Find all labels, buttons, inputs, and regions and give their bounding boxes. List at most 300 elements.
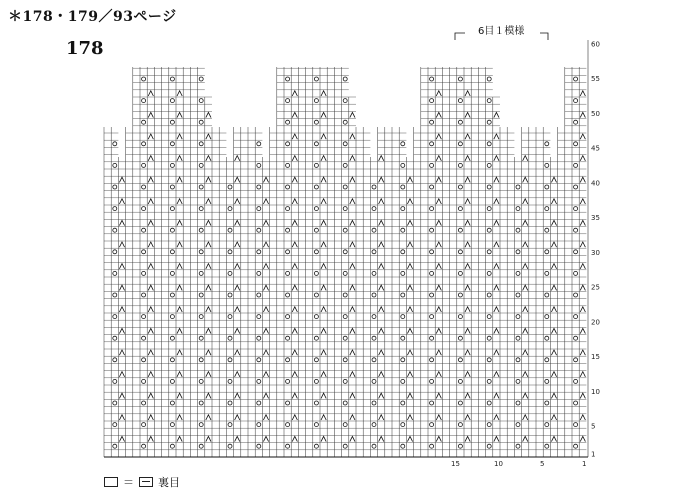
decrease-icon [350, 199, 355, 204]
yarn-over-icon [430, 379, 434, 383]
yarn-over-icon [228, 444, 232, 448]
decrease-icon [494, 307, 499, 312]
yarn-over-icon [170, 77, 174, 81]
yarn-over-icon [314, 163, 318, 167]
decrease-icon [465, 220, 470, 225]
yarn-over-icon [430, 293, 434, 297]
decrease-icon [263, 177, 268, 182]
decrease-icon [494, 372, 499, 377]
yarn-over-icon [545, 293, 549, 297]
decrease-icon [235, 199, 240, 204]
decrease-icon [465, 242, 470, 247]
yarn-over-icon [142, 293, 146, 297]
yarn-over-icon [170, 99, 174, 103]
decrease-icon [206, 415, 211, 420]
yarn-over-icon [142, 444, 146, 448]
yarn-over-icon [142, 423, 146, 427]
yarn-over-icon [574, 379, 578, 383]
yarn-over-icon [545, 271, 549, 275]
yarn-over-icon [286, 315, 290, 319]
decrease-icon [350, 285, 355, 290]
yarn-over-icon [314, 120, 318, 124]
decrease-icon [321, 285, 326, 290]
yarn-over-icon [458, 77, 462, 81]
yarn-over-icon [286, 228, 290, 232]
yarn-over-icon [372, 336, 376, 340]
yarn-over-icon [516, 423, 520, 427]
repeat-label: 6目１模様 [478, 26, 525, 37]
decrease-icon [235, 372, 240, 377]
decrease-icon [436, 134, 441, 139]
yarn-over-icon [574, 99, 578, 103]
decrease-icon [523, 156, 528, 161]
decrease-icon [292, 112, 297, 117]
yarn-over-icon [574, 271, 578, 275]
decrease-icon [580, 285, 585, 290]
decrease-icon [263, 242, 268, 247]
yarn-over-icon [401, 379, 405, 383]
row-label: 45 [591, 144, 600, 153]
yarn-over-icon [516, 185, 520, 189]
yarn-over-icon [372, 444, 376, 448]
yarn-over-icon [170, 207, 174, 211]
decrease-icon [321, 372, 326, 377]
yarn-over-icon [170, 228, 174, 232]
decrease-icon [494, 393, 499, 398]
decrease-icon [235, 415, 240, 420]
decrease-icon [379, 328, 384, 333]
yarn-over-icon [142, 358, 146, 362]
yarn-over-icon [574, 142, 578, 146]
decrease-icon [350, 242, 355, 247]
decrease-icon [292, 91, 297, 96]
decrease-icon [580, 177, 585, 182]
yarn-over-icon [458, 228, 462, 232]
decrease-icon [148, 372, 153, 377]
decrease-icon [551, 328, 556, 333]
yarn-over-icon [574, 358, 578, 362]
yarn-over-icon [343, 423, 347, 427]
yarn-over-icon [430, 250, 434, 254]
yarn-over-icon [372, 250, 376, 254]
yarn-over-icon [257, 228, 261, 232]
decrease-icon [292, 264, 297, 269]
yarn-over-icon [257, 207, 261, 211]
decrease-icon [465, 415, 470, 420]
decrease-icon [523, 350, 528, 355]
yarn-over-icon [314, 250, 318, 254]
yarn-over-icon [430, 271, 434, 275]
decrease-icon [580, 372, 585, 377]
yarn-over-icon [458, 120, 462, 124]
yarn-over-icon [343, 250, 347, 254]
yarn-over-icon [458, 185, 462, 189]
yarn-over-icon [401, 185, 405, 189]
decrease-icon [379, 177, 384, 182]
yarn-over-icon [487, 77, 491, 81]
decrease-icon [580, 199, 585, 204]
decrease-icon [350, 415, 355, 420]
yarn-over-icon [257, 444, 261, 448]
decrease-icon [551, 264, 556, 269]
yarn-over-icon [199, 207, 203, 211]
decrease-icon [494, 264, 499, 269]
yarn-over-icon [257, 379, 261, 383]
decrease-icon [292, 134, 297, 139]
yarn-over-icon [286, 293, 290, 297]
yarn-over-icon [401, 207, 405, 211]
repeat-bracket [455, 33, 548, 40]
decrease-icon [350, 393, 355, 398]
decrease-icon [206, 264, 211, 269]
yarn-over-icon [314, 99, 318, 103]
yarn-over-icon [113, 315, 117, 319]
decrease-icon [177, 199, 182, 204]
decrease-icon [235, 177, 240, 182]
decrease-icon [551, 307, 556, 312]
yarn-over-icon [170, 293, 174, 297]
decrease-icon [523, 372, 528, 377]
yarn-over-icon [286, 336, 290, 340]
decrease-icon [350, 372, 355, 377]
decrease-icon [580, 220, 585, 225]
yarn-over-icon [487, 120, 491, 124]
decrease-icon [494, 199, 499, 204]
decrease-icon [148, 415, 153, 420]
decrease-icon [494, 242, 499, 247]
yarn-over-icon [286, 163, 290, 167]
decrease-icon [407, 372, 412, 377]
yarn-over-icon [142, 120, 146, 124]
decrease-icon [235, 242, 240, 247]
decrease-icon [206, 177, 211, 182]
row-label: 30 [591, 248, 600, 257]
decrease-icon [465, 134, 470, 139]
yarn-over-icon [574, 77, 578, 81]
decrease-icon [263, 220, 268, 225]
decrease-icon [119, 372, 124, 377]
stitch-label: 5 [540, 460, 545, 468]
yarn-over-icon [228, 207, 232, 211]
row-label: 50 [591, 109, 600, 118]
decrease-icon [321, 112, 326, 117]
yarn-over-icon [487, 163, 491, 167]
decrease-icon [523, 242, 528, 247]
decrease-icon [177, 393, 182, 398]
decrease-icon [350, 134, 355, 139]
yarn-over-icon [545, 336, 549, 340]
decrease-icon [523, 199, 528, 204]
yarn-over-icon [401, 315, 405, 319]
decrease-icon [379, 285, 384, 290]
decrease-icon [350, 112, 355, 117]
decrease-icon [292, 415, 297, 420]
row-label: 10 [591, 387, 600, 396]
yarn-over-icon [430, 444, 434, 448]
decrease-icon [407, 436, 412, 441]
decrease-icon [206, 220, 211, 225]
decrease-icon [119, 242, 124, 247]
stitch-label: 1 [582, 460, 587, 468]
yarn-over-icon [142, 142, 146, 146]
yarn-over-icon [574, 401, 578, 405]
yarn-over-icon [170, 185, 174, 189]
decrease-icon [206, 372, 211, 377]
decrease-icon [177, 134, 182, 139]
yarn-over-icon [343, 401, 347, 405]
yarn-over-icon [170, 379, 174, 383]
yarn-over-icon [343, 379, 347, 383]
decrease-icon [523, 220, 528, 225]
decrease-icon [177, 264, 182, 269]
decrease-icon [177, 91, 182, 96]
yarn-over-icon [314, 401, 318, 405]
decrease-icon [350, 177, 355, 182]
decrease-icon [350, 436, 355, 441]
yarn-over-icon [430, 185, 434, 189]
yarn-over-icon [343, 163, 347, 167]
yarn-over-icon [170, 401, 174, 405]
decrease-icon [263, 436, 268, 441]
yarn-over-icon [199, 185, 203, 189]
decrease-icon [206, 199, 211, 204]
yarn-over-icon [487, 358, 491, 362]
yarn-over-icon [343, 293, 347, 297]
yarn-over-icon [113, 142, 117, 146]
yarn-over-icon [228, 228, 232, 232]
decrease-icon [321, 156, 326, 161]
decrease-icon [321, 415, 326, 420]
legend [104, 474, 180, 490]
decrease-icon [407, 264, 412, 269]
decrease-icon [292, 328, 297, 333]
decrease-icon [177, 156, 182, 161]
yarn-over-icon [487, 99, 491, 103]
yarn-over-icon [430, 315, 434, 319]
yarn-over-icon [314, 271, 318, 275]
decrease-icon [206, 307, 211, 312]
yarn-over-icon [458, 142, 462, 146]
yarn-over-icon [545, 142, 549, 146]
yarn-over-icon [199, 401, 203, 405]
yarn-over-icon [286, 358, 290, 362]
row-label: 55 [591, 75, 600, 84]
decrease-icon [523, 393, 528, 398]
decrease-icon [436, 307, 441, 312]
yarn-over-icon [199, 293, 203, 297]
yarn-over-icon [286, 379, 290, 383]
decrease-icon [235, 285, 240, 290]
decrease-icon [206, 350, 211, 355]
yarn-over-icon [314, 358, 318, 362]
decrease-icon [206, 242, 211, 247]
yarn-over-icon [113, 336, 117, 340]
yarn-over-icon [199, 315, 203, 319]
yarn-over-icon [487, 423, 491, 427]
yarn-over-icon [113, 163, 117, 167]
decrease-icon [235, 220, 240, 225]
yarn-over-icon [286, 423, 290, 427]
yarn-over-icon [286, 401, 290, 405]
decrease-icon [465, 372, 470, 377]
decrease-icon [292, 156, 297, 161]
yarn-over-icon [257, 163, 261, 167]
decrease-icon [235, 393, 240, 398]
yarn-over-icon [199, 271, 203, 275]
decrease-icon [321, 436, 326, 441]
decrease-icon [177, 242, 182, 247]
decrease-icon [551, 393, 556, 398]
yarn-over-icon [574, 228, 578, 232]
decrease-icon [206, 436, 211, 441]
decrease-icon [523, 436, 528, 441]
decrease-icon [407, 328, 412, 333]
yarn-over-icon [516, 401, 520, 405]
yarn-over-icon [113, 293, 117, 297]
yarn-over-icon [286, 444, 290, 448]
decrease-icon [523, 177, 528, 182]
yarn-over-icon [487, 207, 491, 211]
decrease-icon [494, 415, 499, 420]
decrease-icon [263, 350, 268, 355]
decrease-icon [494, 328, 499, 333]
decrease-icon [465, 199, 470, 204]
decrease-icon [379, 307, 384, 312]
yarn-over-icon [228, 293, 232, 297]
yarn-over-icon [516, 293, 520, 297]
yarn-over-icon [430, 142, 434, 146]
decrease-icon [292, 350, 297, 355]
decrease-icon [119, 350, 124, 355]
yarn-over-icon [113, 250, 117, 254]
yarn-over-icon [487, 293, 491, 297]
yarn-over-icon [430, 228, 434, 232]
yarn-over-icon [487, 444, 491, 448]
yarn-over-icon [574, 163, 578, 167]
legend-empty-square-icon [104, 477, 118, 487]
yarn-over-icon [574, 185, 578, 189]
yarn-over-icon [228, 423, 232, 427]
yarn-over-icon [516, 207, 520, 211]
yarn-over-icon [545, 207, 549, 211]
decrease-icon [148, 134, 153, 139]
decrease-icon [436, 393, 441, 398]
decrease-icon [580, 393, 585, 398]
decrease-icon [465, 91, 470, 96]
decrease-icon [551, 177, 556, 182]
decrease-icon [263, 285, 268, 290]
yarn-over-icon [343, 271, 347, 275]
decrease-icon [494, 285, 499, 290]
yarn-over-icon [430, 358, 434, 362]
yarn-over-icon [257, 293, 261, 297]
yarn-over-icon [228, 336, 232, 340]
decrease-icon [580, 156, 585, 161]
decrease-icon [148, 393, 153, 398]
decrease-icon [119, 220, 124, 225]
decrease-icon [235, 307, 240, 312]
decrease-icon [148, 199, 153, 204]
yarn-over-icon [286, 77, 290, 81]
yarn-over-icon [545, 401, 549, 405]
yarn-over-icon [257, 271, 261, 275]
decrease-icon [350, 264, 355, 269]
yarn-over-icon [199, 99, 203, 103]
decrease-icon [407, 199, 412, 204]
decrease-icon [494, 177, 499, 182]
decrease-icon [263, 307, 268, 312]
decrease-icon [407, 415, 412, 420]
decrease-icon [292, 436, 297, 441]
decrease-icon [580, 328, 585, 333]
yarn-over-icon [257, 423, 261, 427]
yarn-over-icon [516, 358, 520, 362]
row-label: 1 [591, 450, 596, 459]
yarn-over-icon [113, 358, 117, 362]
decrease-icon [119, 307, 124, 312]
row-label: 35 [591, 214, 600, 223]
decrease-icon [119, 264, 124, 269]
decrease-icon [263, 415, 268, 420]
yarn-over-icon [574, 444, 578, 448]
decrease-icon [321, 393, 326, 398]
decrease-icon [494, 156, 499, 161]
yarn-over-icon [574, 250, 578, 254]
yarn-over-icon [199, 358, 203, 362]
yarn-over-icon [343, 336, 347, 340]
yarn-over-icon [113, 207, 117, 211]
yarn-over-icon [516, 379, 520, 383]
legend-equals: ＝ [123, 476, 134, 489]
decrease-icon [148, 91, 153, 96]
yarn-over-icon [228, 315, 232, 319]
yarn-over-icon [487, 315, 491, 319]
yarn-over-icon [401, 271, 405, 275]
decrease-icon [350, 220, 355, 225]
decrease-icon [436, 199, 441, 204]
yarn-over-icon [286, 120, 290, 124]
yarn-over-icon [574, 207, 578, 211]
yarn-over-icon [401, 293, 405, 297]
decrease-icon [148, 220, 153, 225]
yarn-over-icon [458, 99, 462, 103]
yarn-over-icon [401, 336, 405, 340]
yarn-over-icon [199, 142, 203, 146]
decrease-icon [235, 350, 240, 355]
yarn-over-icon [113, 423, 117, 427]
yarn-over-icon [458, 336, 462, 340]
yarn-over-icon [343, 444, 347, 448]
yarn-over-icon [113, 271, 117, 275]
yarn-over-icon [458, 293, 462, 297]
yarn-over-icon [257, 358, 261, 362]
yarn-over-icon [142, 207, 146, 211]
yarn-over-icon [516, 336, 520, 340]
yarn-over-icon [372, 185, 376, 189]
decrease-icon [321, 199, 326, 204]
decrease-icon [407, 242, 412, 247]
decrease-icon [523, 264, 528, 269]
decrease-icon [580, 134, 585, 139]
decrease-icon [551, 436, 556, 441]
decrease-icon [321, 242, 326, 247]
decrease-icon [263, 328, 268, 333]
yarn-over-icon [458, 271, 462, 275]
decrease-icon [292, 285, 297, 290]
yarn-over-icon [314, 228, 318, 232]
decrease-icon [292, 177, 297, 182]
decrease-icon [263, 199, 268, 204]
